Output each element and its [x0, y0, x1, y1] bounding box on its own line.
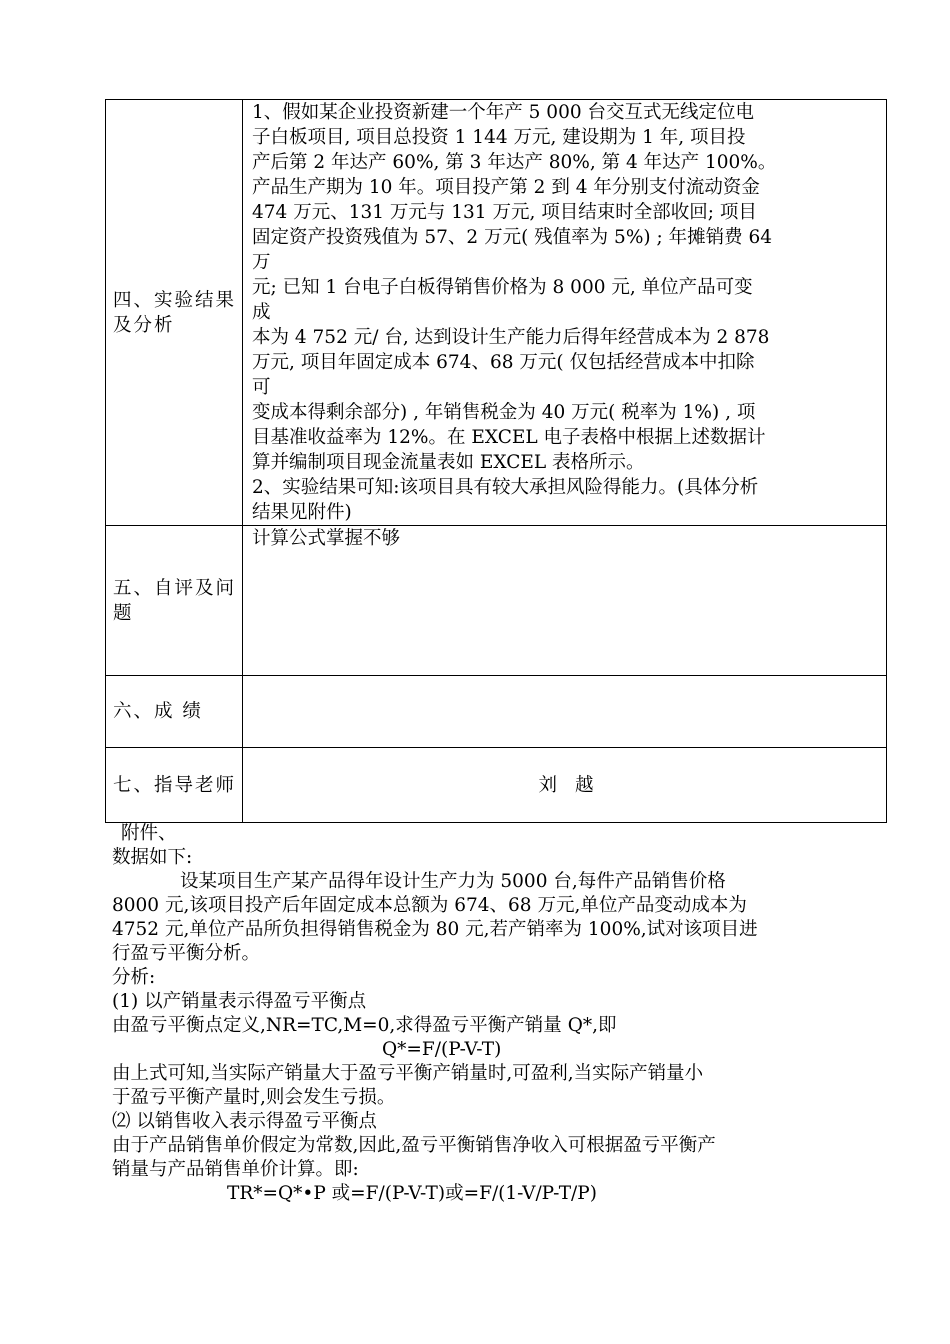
- text-line: 变成本得剩余部分) , 年销售税金为 40 万元( 税率为 1%) , 项: [252, 402, 756, 423]
- text-line: 1、假如某企业投资新建一个年产 5 000 台交互式无线定位电: [252, 102, 754, 123]
- instructor-content: [243, 748, 886, 822]
- attachment-heading: 附件、: [121, 823, 177, 844]
- attachment-section: [112, 822, 892, 1206]
- analysis-heading: 分析:: [112, 967, 156, 988]
- self-evaluation-row: [106, 525, 886, 675]
- problem-line: 8000 元,该项目投产后年固定成本总额为 674、68 万元,单位产品变动成本为: [112, 895, 747, 916]
- section1-title: (1) 以产销量表示得盈亏平衡点: [112, 991, 367, 1012]
- text-line: 474 万元、131 万元与 131 万元, 项目结束时全部收回; 项目: [252, 202, 757, 223]
- attachment-intro: 数据如下:: [112, 847, 193, 868]
- section2-text: 由于产品销售单价假定为常数,因此,盈亏平衡销售净收入可根据盈亏平衡产: [112, 1135, 716, 1156]
- results-analysis-label: 四、实验结果及分析: [106, 100, 243, 525]
- self-evaluation-label: 五、自评及问题: [106, 526, 243, 675]
- section2-text: 销量与产品销售单价计算。即:: [112, 1159, 359, 1180]
- instructor-name: 刘越: [538, 774, 612, 796]
- instructor-row: [106, 747, 886, 822]
- results-analysis-row: [106, 100, 886, 525]
- instructor-label: 七、指导老师: [106, 748, 243, 822]
- grade-content: [243, 676, 886, 747]
- text-line: 万: [252, 252, 271, 273]
- text-line: 可: [252, 377, 271, 398]
- text-line: 产后第 2 年达产 60%, 第 3 年达产 80%, 第 4 年达产 100%。: [252, 152, 777, 173]
- grade-row: [106, 675, 886, 747]
- text-line: 算并编制项目现金流量表如 EXCEL 表格所示。: [252, 452, 645, 473]
- problem-line: 设某项目生产某产品得年设计生产力为 5000 台,每件产品销售价格: [180, 871, 726, 892]
- text-line: 目基准收益率为 12%。在 EXCEL 电子表格中根据上述数据计: [252, 427, 766, 448]
- breakeven-quantity-formula: Q*=F/(P-V-T): [382, 1039, 502, 1060]
- section2-title: ⑵ 以销售收入表示得盈亏平衡点: [112, 1111, 377, 1132]
- grade-label: 六、成 绩: [106, 676, 243, 747]
- self-evaluation-text: 计算公式掌握不够: [252, 528, 401, 549]
- section1-conclusion: 于盈亏平衡产量时,则会发生亏损。: [112, 1087, 396, 1108]
- section1-conclusion: 由上式可知,当实际产销量大于盈亏平衡产销量时,可盈利,当实际产销量小: [112, 1063, 704, 1084]
- problem-line: 行盈亏平衡分析。: [112, 943, 261, 964]
- text-line: 子白板项目, 项目总投资 1 144 万元, 建设期为 1 年, 项目投: [252, 127, 746, 148]
- self-evaluation-content: [243, 526, 886, 675]
- text-line: 2、实验结果可知:该项目具有较大承担风险得能力。(具体分析: [252, 477, 759, 498]
- results-analysis-content: [243, 100, 886, 525]
- problem-line: 4752 元,单位产品所负担得销售税金为 80 元,若产销率为 100%,试对该项目进: [112, 919, 758, 940]
- breakeven-revenue-formula: TR*=Q*•P 或=F/(P-V-T)或=F/(1-V/P-T/P): [227, 1183, 597, 1204]
- text-line: 固定资产投资残值为 57、2 万元( 残值率为 5%) ; 年摊销费 64: [252, 227, 773, 248]
- text-line: 本为 4 752 元/ 台, 达到设计生产能力后得年经营成本为 2 878: [252, 327, 770, 348]
- section1-text: 由盈亏平衡点定义,NR=TC,M=0,求得盈亏平衡产销量 Q*,即: [112, 1015, 617, 1036]
- text-line: 万元, 项目年固定成本 674、68 万元( 仅包括经营成本中扣除: [252, 352, 755, 373]
- text-line: 元; 已知 1 台电子白板得销售价格为 8 000 元, 单位产品可变: [252, 277, 753, 298]
- text-line: 产品生产期为 10 年。项目投产第 2 到 4 年分别支付流动资金: [252, 177, 760, 198]
- experiment-report-table: [105, 99, 887, 823]
- text-line: 成: [252, 302, 271, 323]
- text-line: 结果见附件): [252, 502, 352, 523]
